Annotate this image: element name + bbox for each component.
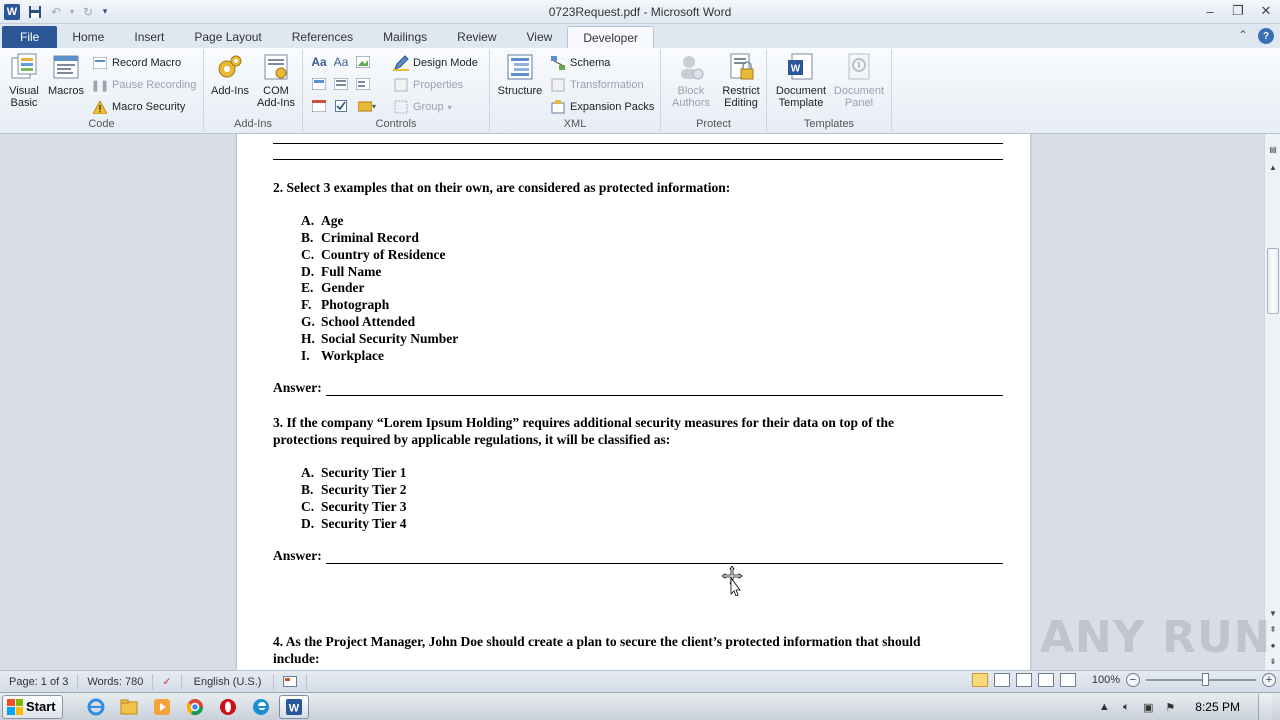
q3-option-c (301, 498, 1031, 515)
properties-label: Properties (413, 79, 464, 91)
web-layout-icon[interactable] (1016, 673, 1032, 687)
tab-review[interactable]: Review (457, 30, 497, 44)
previous-page-icon[interactable]: ⇞ (1269, 624, 1277, 634)
close-icon[interactable]: ✕ (1260, 3, 1272, 18)
option-text: Security Tier 1 (321, 465, 407, 480)
gears-icon (215, 52, 245, 82)
macro-record-icon[interactable] (274, 674, 307, 690)
rich-text-control-icon[interactable]: Aa (311, 55, 327, 69)
com-add-ins-icon (261, 52, 291, 82)
option-letter: D. (301, 264, 315, 279)
q2-option-c (301, 246, 1031, 263)
opera-icon[interactable] (213, 695, 243, 719)
option-letter: B. (301, 230, 314, 245)
q3-option-d (301, 515, 1031, 532)
svg-text:W: W (288, 702, 299, 714)
help-icon[interactable]: ? (1258, 28, 1274, 44)
document-panel-label: Document Panel (833, 85, 885, 109)
start-label: Start (26, 699, 56, 714)
language[interactable]: English (U.S.) (182, 674, 275, 690)
group-protect (661, 50, 767, 132)
group-add-ins-label: Add-Ins (234, 118, 272, 130)
group-xml (490, 50, 661, 132)
question-2: 2. Select 3 examples that on their own, are considered as protected information: (273, 180, 731, 195)
ribbon (0, 48, 1280, 134)
macro-security-button[interactable] (92, 98, 185, 116)
macro-security-label: Macro Security (112, 101, 186, 113)
q2-option-e (301, 279, 1031, 296)
dropdown-list-control-icon[interactable] (355, 76, 371, 92)
network-icon[interactable]: ▣ (1143, 701, 1154, 714)
q2-option-a (301, 212, 1031, 229)
quick-access-toolbar (26, 3, 110, 21)
q2-option-h (301, 330, 1031, 347)
scroll-thumb[interactable] (1267, 248, 1279, 314)
move-cursor-icon (722, 566, 744, 596)
status-right (972, 673, 1276, 687)
check-box-control-icon[interactable] (333, 98, 349, 114)
show-desktop-button[interactable] (1258, 694, 1272, 720)
status-bar (0, 670, 1280, 692)
visual-basic-label: Visual Basic (9, 85, 39, 109)
scroll-up-icon[interactable]: ▲ (1269, 162, 1277, 172)
option-letter: H. (301, 331, 315, 346)
option-text: Full Name (321, 264, 382, 279)
structure-icon (505, 52, 535, 82)
structure-button[interactable] (496, 52, 544, 97)
design-mode-label: Design Mode (413, 57, 478, 69)
tab-references[interactable]: References (291, 30, 354, 44)
group-button[interactable] (393, 98, 452, 116)
option-text: Security Tier 3 (321, 499, 407, 514)
system-tray (1097, 693, 1280, 720)
question-3-line-1: 3. If the company “Lorem Ipsum Holding” requires additional security measures for their data on top of the (273, 415, 895, 430)
transformation-button[interactable] (550, 76, 644, 94)
add-ins-button[interactable] (208, 52, 252, 97)
expansion-packs-label: Expansion Packs (570, 101, 655, 113)
com-add-ins-label: COM Add-Ins (257, 85, 295, 109)
word-app-icon[interactable]: W (4, 4, 20, 20)
add-ins-label: Add-Ins (211, 85, 249, 97)
record-macro-button[interactable] (92, 54, 181, 72)
save-icon[interactable] (26, 3, 44, 21)
com-add-ins-button[interactable] (254, 52, 298, 109)
svg-text:W: W (790, 63, 801, 75)
q3-answer (273, 548, 1003, 564)
file-explorer-icon[interactable] (114, 695, 144, 719)
document-template-label: Document Template (775, 85, 827, 109)
date-picker-control-icon[interactable] (311, 98, 327, 114)
q3-option-b (301, 481, 1031, 498)
expansion-packs-icon (550, 99, 566, 115)
q2-option-g (301, 313, 1031, 330)
option-letter: E. (301, 280, 314, 295)
question-3-line-2: protections required by applicable regulations, it will be classified as: (273, 432, 671, 447)
select-browse-object-icon[interactable]: ● (1270, 640, 1276, 650)
answer-line[interactable] (326, 550, 1003, 564)
q2-option-i (301, 347, 1031, 364)
document-panel-icon (844, 52, 874, 82)
option-letter: I. (301, 348, 310, 363)
top-rule-2 (273, 159, 1003, 160)
visual-basic-button[interactable] (6, 52, 42, 109)
question-4-line-2: include: (273, 651, 320, 666)
group-code (0, 50, 204, 132)
building-block-control-icon[interactable] (311, 76, 327, 92)
zoom-slider[interactable] (1146, 679, 1256, 681)
properties-icon (393, 77, 409, 93)
outline-icon[interactable] (1038, 673, 1054, 687)
option-letter: D. (301, 516, 315, 531)
group-icon (393, 99, 409, 115)
option-text: Photograph (321, 297, 390, 312)
q2-option-b (301, 229, 1031, 246)
clock[interactable]: 8:25 PM (1195, 700, 1240, 714)
print-layout-icon[interactable] (972, 673, 988, 687)
option-text: Social Security Number (321, 331, 459, 346)
block-authors-label: Block Authors (672, 85, 710, 109)
minimize-icon[interactable]: – (1206, 3, 1214, 19)
record-macro-label: Record Macro (112, 57, 182, 69)
tab-file[interactable]: File (2, 26, 57, 48)
taskbar (0, 692, 1280, 720)
edge-icon[interactable] (246, 695, 276, 719)
zoom-out-icon[interactable]: − (1126, 673, 1140, 687)
group-add-ins (204, 50, 303, 132)
question-4-line-1: 4. As the Project Manager, John Doe should create a plan to secure the client’s protected information that should (273, 634, 921, 649)
transformation-icon (550, 77, 566, 93)
option-text: Age (321, 213, 344, 228)
windows-logo-icon (7, 699, 23, 715)
combo-box-control-icon[interactable] (333, 76, 349, 92)
document-template-icon (786, 52, 816, 82)
tab-mailings[interactable]: Mailings (383, 30, 428, 44)
full-screen-reading-icon[interactable] (994, 673, 1010, 687)
tab-developer[interactable]: Developer (567, 26, 654, 48)
answer-label: Answer: (273, 548, 322, 563)
option-letter: C. (301, 499, 315, 514)
action-center-flag-icon[interactable]: ⚑ (1165, 701, 1176, 714)
chrome-icon[interactable] (180, 695, 210, 719)
q3-option-a (301, 464, 1031, 481)
group-label: Group (413, 101, 444, 113)
picture-control-icon[interactable] (355, 54, 371, 70)
zoom-in-icon[interactable]: + (1262, 673, 1276, 687)
block-authors-icon (676, 52, 706, 82)
option-letter: B. (301, 482, 314, 497)
restrict-editing-label: Restrict Editing (722, 85, 760, 109)
option-text: Security Tier 4 (321, 516, 407, 531)
warning-icon (92, 99, 108, 115)
media-player-icon[interactable] (147, 695, 177, 719)
group-code-label: Code (88, 118, 115, 130)
group-controls-label: Controls (375, 118, 417, 130)
zoom-slider-knob[interactable] (1202, 673, 1209, 686)
design-mode-button[interactable] (393, 54, 478, 72)
word-count[interactable]: Words: 780 (78, 674, 153, 690)
ruler-toggle-icon[interactable]: ▤ (1269, 144, 1277, 154)
anyrun-watermark: ANY RUN (1040, 612, 1272, 663)
q2-answer (273, 380, 1003, 396)
option-letter: C. (301, 247, 315, 262)
option-text: Workplace (321, 348, 384, 363)
plain-text-control-icon[interactable]: Aa (333, 55, 349, 69)
restore-icon[interactable]: ❐ (1232, 3, 1244, 18)
schema-label: Schema (570, 57, 611, 69)
draft-icon[interactable] (1060, 673, 1076, 687)
ribbon-tabs (0, 24, 1280, 48)
window-title: 0723Request.pdf - Microsoft Word (548, 5, 732, 19)
pause-recording-label: Pause Recording (112, 79, 197, 91)
group-xml-label: XML (563, 118, 587, 130)
vertical-scrollbar[interactable] (1264, 134, 1280, 670)
schema-button[interactable] (550, 54, 610, 72)
document-page[interactable] (237, 134, 1030, 670)
page-count[interactable]: Page: 1 of 3 (0, 674, 78, 690)
option-letter: F. (301, 297, 312, 312)
expansion-packs-button[interactable] (550, 98, 654, 116)
customize-qat-icon[interactable]: ▾ (102, 6, 108, 16)
scroll-down-icon[interactable]: ▼ (1269, 608, 1277, 618)
visual-basic-icon (9, 52, 39, 82)
title-bar (0, 0, 1280, 24)
option-letter: A. (301, 213, 315, 228)
document-panel-button[interactable] (831, 52, 887, 109)
redo-icon[interactable]: ↻ (82, 4, 94, 19)
group-dropdown-icon: ▾ (447, 102, 452, 112)
record-macro-icon (92, 55, 108, 71)
tab-page-layout[interactable]: Page Layout (194, 30, 262, 44)
structure-label: Structure (497, 85, 543, 97)
schema-icon (550, 55, 566, 71)
pause-icon: ❚❚ (90, 79, 110, 92)
proofing-icon[interactable]: ✓ (153, 674, 181, 690)
undo-icon[interactable]: ↶ (50, 4, 62, 19)
word-taskbar-icon[interactable] (279, 695, 309, 719)
undo-dropdown-icon[interactable]: ▾ (69, 7, 74, 16)
next-page-icon[interactable]: ⇟ (1269, 656, 1277, 666)
macros-button[interactable] (46, 52, 86, 97)
tabs-right-controls (1238, 28, 1274, 44)
top-rule-1 (273, 143, 1003, 144)
answer-label: Answer: (273, 380, 322, 395)
macros-label: Macros (47, 85, 85, 97)
pause-recording-button[interactable] (92, 76, 196, 94)
document-template-button[interactable] (771, 52, 831, 109)
tab-view[interactable]: View (526, 30, 553, 44)
q2-option-d (301, 263, 1031, 280)
option-text: Criminal Record (321, 230, 419, 245)
minimize-ribbon-icon[interactable]: ⌃ (1237, 28, 1248, 42)
internet-explorer-icon[interactable] (81, 695, 111, 719)
window-controls (1196, 0, 1280, 22)
show-hidden-icons-icon[interactable]: ▲ (1098, 701, 1110, 713)
tab-home[interactable]: Home (72, 30, 105, 44)
design-mode-icon (393, 55, 409, 71)
group-templates-label: Templates (803, 118, 855, 130)
restrict-editing-button[interactable] (717, 52, 765, 109)
option-text: Country of Residence (321, 247, 446, 262)
q2-option-f (301, 296, 1031, 313)
macros-icon (51, 52, 81, 82)
option-text: School Attended (321, 314, 416, 329)
start-button[interactable] (2, 695, 63, 719)
group-templates (767, 50, 892, 132)
document-area[interactable] (0, 134, 1264, 670)
option-text: Security Tier 2 (321, 482, 407, 497)
answer-line[interactable] (326, 382, 1003, 396)
legacy-tools-icon[interactable]: ▾ (355, 98, 379, 114)
group-protect-label: Protect (696, 118, 731, 130)
restrict-editing-icon (726, 52, 756, 82)
volume-icon[interactable]: 🔈︎ (1122, 700, 1130, 713)
tab-insert[interactable]: Insert (134, 30, 165, 44)
option-letter: A. (301, 465, 315, 480)
zoom-level[interactable]: 100% (1091, 674, 1120, 686)
option-letter: G. (301, 314, 315, 329)
transformation-label: Transformation (570, 79, 644, 91)
group-controls (303, 50, 490, 132)
properties-button[interactable] (393, 76, 463, 94)
option-text: Gender (321, 280, 365, 295)
block-authors-button[interactable] (667, 52, 715, 109)
